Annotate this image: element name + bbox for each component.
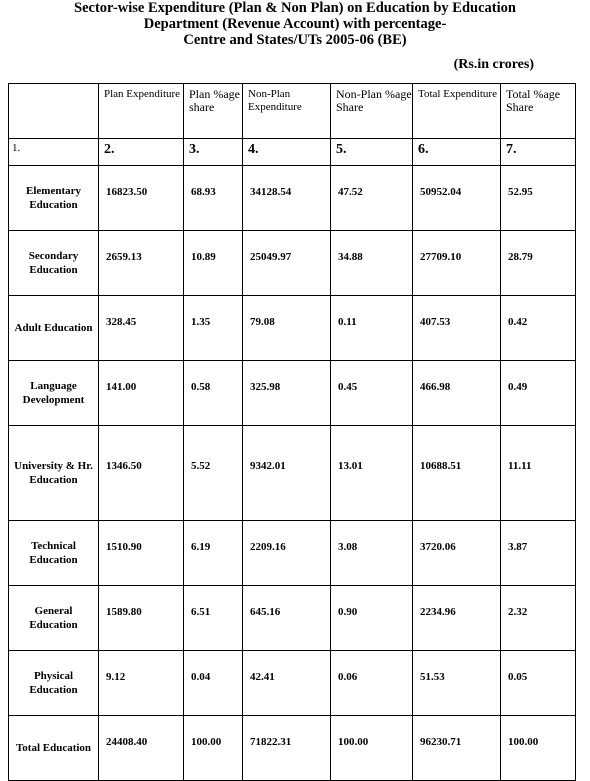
header-cell: Non-Plan %age Share [331,84,413,139]
row-label: University & Hr. Education [9,426,99,521]
table-cell: 50952.04 [413,166,501,231]
table-cell: 79.08 [243,296,331,361]
table-row [9,521,576,586]
table-body [9,166,576,781]
header-cell: Non-Plan Expenditure [243,84,331,139]
row-label: Total Education [9,716,99,781]
expenditure-table [8,83,576,781]
column-number: 4. [243,139,331,166]
table-cell: 34.88 [331,231,413,296]
row-label: Adult Education [9,296,99,361]
table-cell: 0.06 [331,651,413,716]
header-cell: Plan Expenditure [99,84,184,139]
table-cell: 10688.51 [413,426,501,521]
table-cell: 5.52 [184,426,243,521]
table-row [9,231,576,296]
table-cell: 1346.50 [99,426,184,521]
column-number: 1. [9,139,99,166]
row-label: Language Development [9,361,99,426]
table-cell: 6.51 [184,586,243,651]
title-line-2: Department (Revenue Account) with percentage- [143,16,447,32]
header-cell [9,84,99,139]
table-cell: 28.79 [501,231,576,296]
table-cell: 0.11 [331,296,413,361]
table-cell: 6.19 [184,521,243,586]
table-cell: 2234.96 [413,586,501,651]
document-title [0,0,590,48]
table-row [9,586,576,651]
title-line-1: Sector-wise Expenditure (Plan & Non Plan) on Education by Education [74,0,516,16]
table-cell: 645.16 [243,586,331,651]
table-cell: 1510.90 [99,521,184,586]
table-cell: 1.35 [184,296,243,361]
table-cell: 42.41 [243,651,331,716]
table-cell: 3.87 [501,521,576,586]
table-cell: 100.00 [501,716,576,781]
row-label: General Education [9,586,99,651]
table-cell: 3.08 [331,521,413,586]
table-cell: 0.58 [184,361,243,426]
table-cell: 47.52 [331,166,413,231]
table-cell: 24408.40 [99,716,184,781]
units-note: (Rs.in crores) [453,57,534,72]
row-label: Physical Education [9,651,99,716]
table-row [9,296,576,361]
table-cell: 68.93 [184,166,243,231]
table-cell: 71822.31 [243,716,331,781]
row-label: Elementary Education [9,166,99,231]
table-cell: 407.53 [413,296,501,361]
table-cell: 52.95 [501,166,576,231]
table-cell: 9342.01 [243,426,331,521]
table-cell: 325.98 [243,361,331,426]
table-cell: 0.42 [501,296,576,361]
table-cell: 25049.97 [243,231,331,296]
column-number: 5. [331,139,413,166]
column-number: 7. [501,139,576,166]
table-cell: 11.11 [501,426,576,521]
table-cell: 100.00 [184,716,243,781]
table-cell: 2209.16 [243,521,331,586]
header-cell: Total %age Share [501,84,576,139]
row-label: Technical Education [9,521,99,586]
column-number-row [9,139,576,166]
header-row [9,84,576,139]
table-cell: 34128.54 [243,166,331,231]
title-line-3: Centre and States/UTs 2005-06 (BE) [183,32,407,48]
header-cell: Total Expenditure [413,84,501,139]
table-row [9,166,576,231]
table-cell: 0.45 [331,361,413,426]
table-cell: 328.45 [99,296,184,361]
table-cell: 51.53 [413,651,501,716]
table-cell: 9.12 [99,651,184,716]
table-cell: 96230.71 [413,716,501,781]
table-cell: 10.89 [184,231,243,296]
table-row [9,651,576,716]
header-cell: Plan %age share [184,84,243,139]
table-cell: 2659.13 [99,231,184,296]
table-row [9,361,576,426]
column-number: 6. [413,139,501,166]
table-cell: 0.49 [501,361,576,426]
table-cell: 16823.50 [99,166,184,231]
table-cell: 100.00 [331,716,413,781]
table-cell: 466.98 [413,361,501,426]
table-cell: 0.04 [184,651,243,716]
table-cell: 13.01 [331,426,413,521]
column-number: 3. [184,139,243,166]
table-cell: 1589.80 [99,586,184,651]
table-cell: 27709.10 [413,231,501,296]
table-row [9,716,576,781]
table-cell: 3720.06 [413,521,501,586]
table-cell: 141.00 [99,361,184,426]
column-number: 2. [99,139,184,166]
table-cell: 0.90 [331,586,413,651]
table-row [9,426,576,521]
table-cell: 0.05 [501,651,576,716]
table-cell: 2.32 [501,586,576,651]
row-label: Secondary Education [9,231,99,296]
